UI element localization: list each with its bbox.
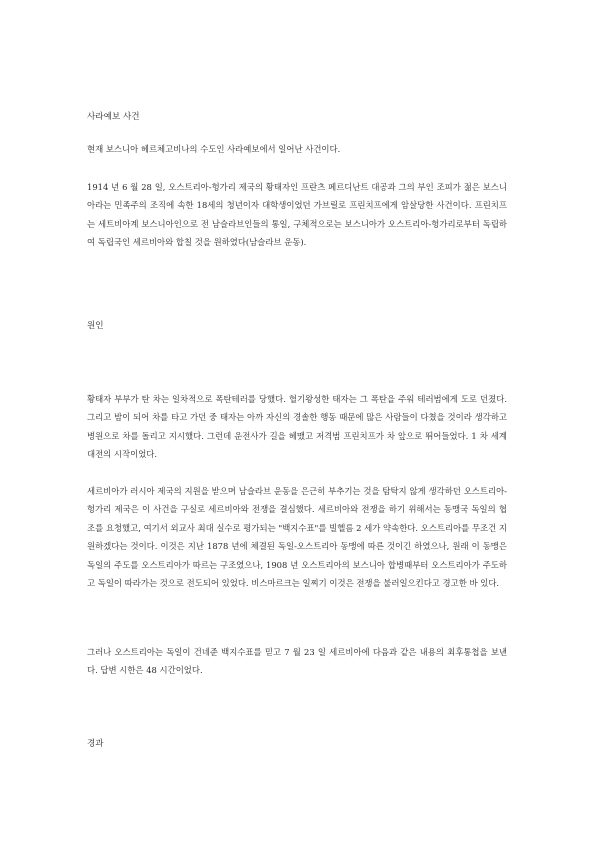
section-heading-progress: 경과 [87,739,104,749]
section-heading-cause: 원인 [87,321,104,331]
document-title: 사라예보 사건 [87,112,140,122]
body-paragraph-2: 황태자 부부가 탄 차는 일차적으로 폭탄테러를 당했다. 혈기왕성한 태자는 그 폭탄을 주워 테러범에게 도로 던졌다. 그리고 밤이 되어 차를 타고 가던 중 태자는 아까 자신의 경솔한 행동 때문에 많은 사람들이 다쳤을 것이라 생각하고 병원으로 차를 돌리고 지시했다. 그런데 운전사가 길을 헤맸고 저격범 프린치프가 차 앞으로 뛰어들었다. 1 차 세계대전의 시작이었다. [87,394,507,460]
body-paragraph-1: 1914 년 6 월 28 일, 오스트리아-헝가리 제국의 황태자인 프란츠 페르디난트 대공과 그의 부인 조피가 젊은 보스니아라는 민족주의 조직에 속한 18세의 청년이자 대학생이었던 가브릴로 프린치프에게 암살당한 사건이다. 프린치프는 세트비아계 보스니아인으로 전 남슬라브인들의 통일, 구체적으로는 보스니아가 오스트리아-헝가리로부터 독립하여 독립국인 세르비아와 합칠 것을 원하였다(남슬라브 운동). [87,182,507,248]
body-paragraph-3: 세르비아가 러시아 제국의 지원을 받으며 남슬라브 운동을 은근히 부추기는 것을 탐탁지 않게 생각하던 오스트리아-헝가리 제국은 이 사건을 구실로 세르비아와 전쟁을 결심했다. 세르비아와 전쟁을 하기 위해서는 동맹국 독일의 협조를 요청했고, 여기서 외교사 최대 실수로 평가되는 "백지수표"를 빌헬름 2 세가 약속한다. 오스트리아를 무조건 지원하겠다는 것이다. 이것은 지난 1878 년에 체결된 독일-오스트리아 동맹에 따른 것이긴 하였으나, 원래 이 동맹은 독일의 주도를 오스트리아가 따르는 구조였으나, 1908 년 오스트리아의 보스니아 합병때부터 오스트리아가 주도하고 독일이 따라가는 것으로 전도되어 있었다. 비스마르크는 일찌기 이것은 전쟁을 불러일으킨다고 경고한 바 있다. [87,486,507,589]
intro-paragraph: 현재 보스니아 헤르체고비나의 수도인 사라예보에서 일어난 사건이다. [87,144,341,154]
body-paragraph-4: 그러나 오스트리아는 독일이 건네준 백지수표를 믿고 7 월 23 일 세르비아에 다음과 같은 내용의 최후통첩을 보낸다. 답변 시한은 48 시간이었다. [87,647,507,676]
